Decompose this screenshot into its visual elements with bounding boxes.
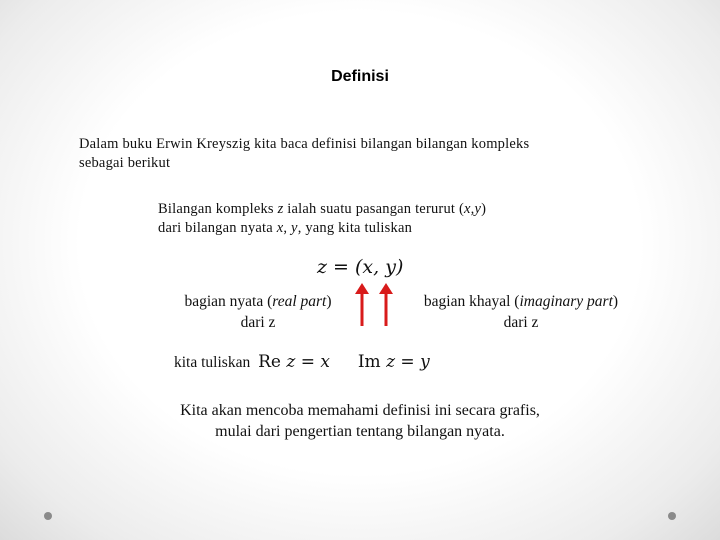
closing-line-1: Kita akan mencoba memahami definisi ini secara grafis, xyxy=(180,402,540,419)
imaginary-part-label: bagian khayal (imaginary part) dari z xyxy=(423,293,619,331)
slide-title: Definisi xyxy=(331,68,389,85)
notation-prefix: kita tuliskan xyxy=(174,354,251,371)
imaginary-part-arrow xyxy=(378,282,394,328)
complex-equation: z = (x, y) xyxy=(317,256,404,278)
closing-line-2: mulai dari pengertian tentang bilangan nyata. xyxy=(215,423,505,440)
definition-line-2: dari bilangan nyata x, y, yang kita tuliskan xyxy=(158,220,413,236)
intro-line-1: Dalam buku Erwin Kreyszig kita baca definisi bilangan bilangan kompleks xyxy=(79,136,530,152)
real-part-arrow xyxy=(354,282,370,328)
real-part-label: bagian nyata (real part) dari z xyxy=(184,293,332,331)
real-part-notation: Re z = x xyxy=(258,352,330,372)
right-bullet-dot xyxy=(668,512,676,520)
intro-line-2: sebagai berikut xyxy=(79,155,171,171)
definition-paragraph xyxy=(158,200,578,238)
intro-paragraph xyxy=(79,135,639,173)
left-bullet-dot xyxy=(44,512,52,520)
notation-line xyxy=(174,352,430,372)
definition-line-1: Bilangan kompleks z ialah suatu pasangan terurut (x,y) xyxy=(158,201,487,217)
closing-paragraph xyxy=(120,400,600,442)
imaginary-part-notation: Im z = y xyxy=(357,352,430,372)
